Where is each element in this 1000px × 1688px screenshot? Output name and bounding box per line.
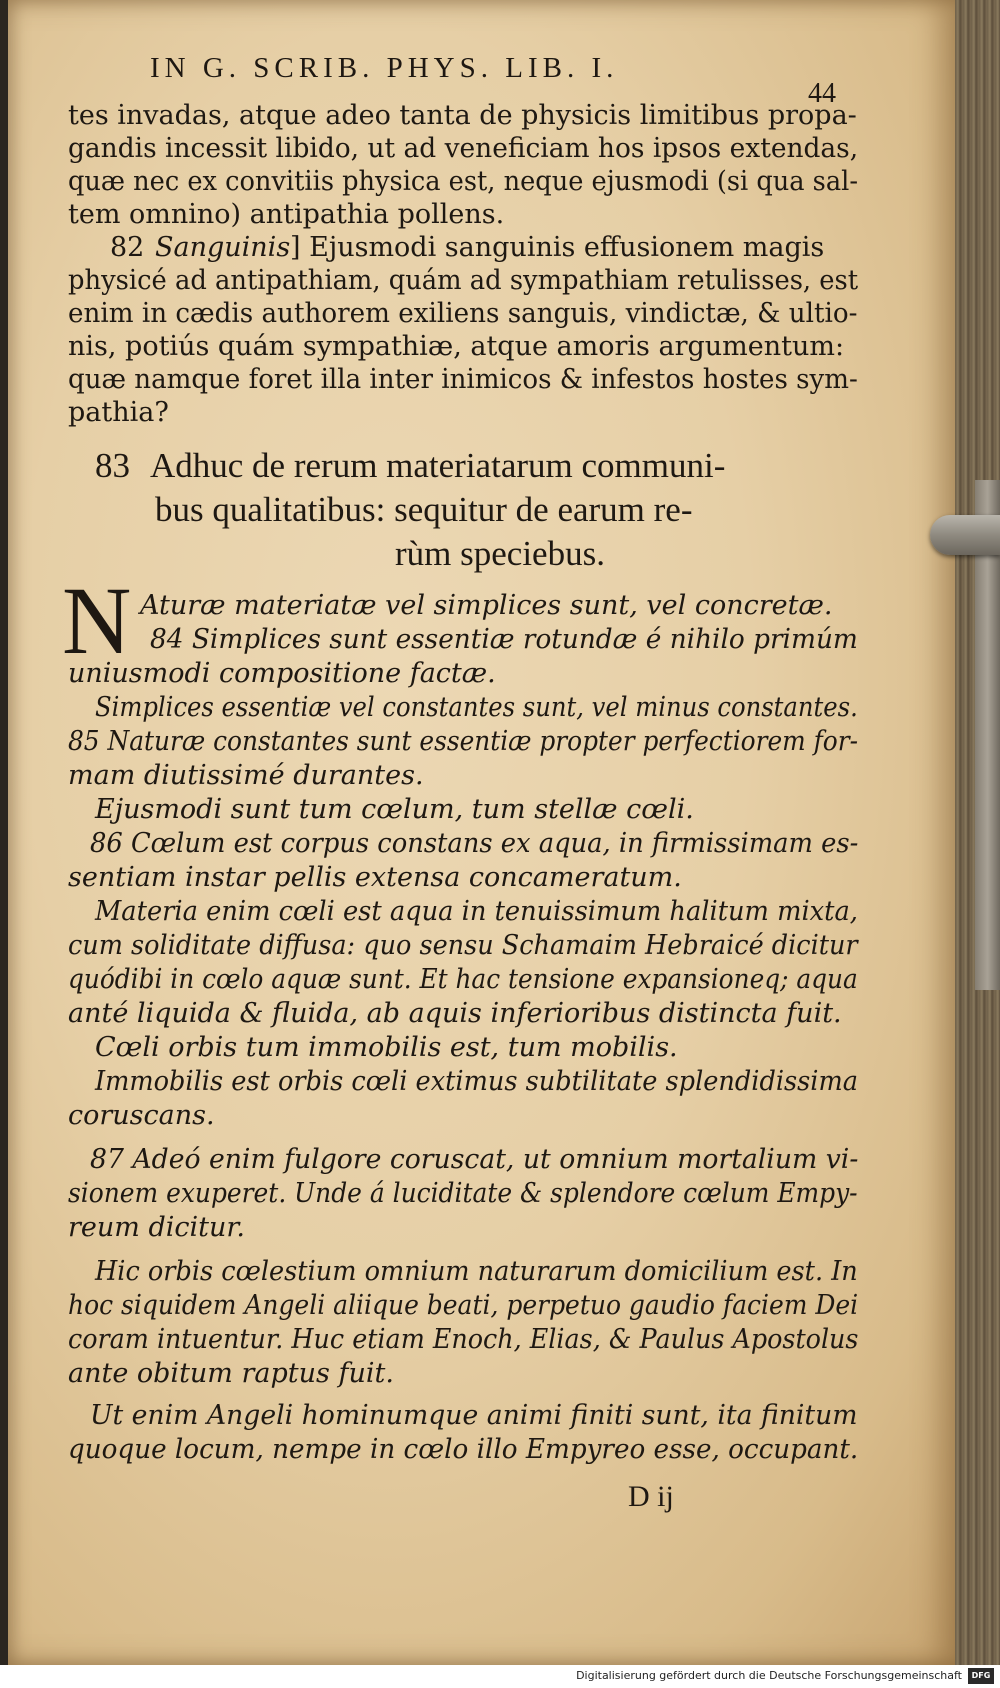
page-number: 44: [808, 78, 836, 109]
text-line: 84 Simplices sunt essentiæ rotundæ é nihilo primúm: [150, 624, 858, 655]
section-heading-line: Adhuc de rerum materiatarum communi-: [150, 446, 726, 485]
text-line: quódibi in cœlo aquæ sunt. Et hac tensione expansioneq; aqua: [68, 964, 858, 995]
text-line: Aturæ materiatæ vel simplices sunt, vel concretæ.: [140, 590, 833, 621]
text-line: gandis incessit libido, ut ad veneficiam hos ipsos extendas,: [68, 133, 859, 164]
text-line: tes invadas, atque adeo tanta de physicis limitibus propa-: [68, 100, 857, 131]
text-line: physicé ad antipathiam, quám ad sympathiam retulisses, est: [68, 265, 859, 296]
text-line: Immobilis est orbis cœli extimus subtilitate splendidissima: [95, 1066, 858, 1097]
text-line: sentiam instar pellis extensa concameratum.: [68, 862, 682, 893]
text-line: Materia enim cœli est aqua in tenuissimum halitum mixta,: [95, 896, 858, 927]
section-heading-line: bus qualitatibus: sequitur de earum re-: [155, 490, 693, 529]
text-line: quæ namque foret illa inter inimicos & infestos hostes sym-: [68, 364, 858, 395]
text-line: enim in cædis authorem exiliens sanguis, vindictæ, & ultio-: [68, 298, 858, 329]
text-line: coram intuentur. Huc etiam Enoch, Elias, & Paulus Apostolus: [68, 1324, 859, 1355]
text-line: ] Ejusmodi sanguinis effusionem magis: [290, 232, 825, 263]
text-line: 86 Cœlum est corpus constans ex aqua, in firmissimam es-: [90, 828, 859, 859]
section-heading-line: rùm speciebus.: [395, 534, 605, 573]
clasp-band: [975, 480, 1000, 990]
book-clasp: [930, 515, 1000, 555]
digitization-credit: Digitalisierung gefördert durch die Deutsche Forschungsgemeinschaft: [576, 1669, 962, 1682]
note-lemma: Sanguinis: [155, 232, 291, 263]
text-line: Simplices essentiæ vel constantes sunt, vel minus constantes.: [95, 692, 858, 723]
running-header: IN G. SCRIB. PHYS. LIB. I.: [150, 52, 619, 84]
text-line: ante obitum raptus fuit.: [68, 1358, 394, 1389]
text-line: Cœli orbis tum immobilis est, tum mobilis.: [95, 1032, 678, 1063]
text-line: nis, potiús quám sympathiæ, atque amoris argumentum:: [68, 331, 845, 362]
dfg-logo: DFG: [968, 1668, 994, 1684]
note-number: 82: [110, 232, 145, 263]
text-line: hoc siquidem Angeli aliique beati, perpetuo gaudio faciem Dei: [68, 1290, 859, 1321]
text-line: cum soliditate diffusa: quo sensu Schamaim Hebraicé dicitur: [68, 930, 858, 961]
text-line: mam diutissimé durantes.: [68, 760, 424, 791]
text-line: coruscans.: [68, 1100, 215, 1131]
text-line: tem omnino) antipathia pollens.: [68, 199, 505, 230]
text-line: pathia?: [68, 397, 169, 428]
text-line: Ejusmodi sunt tum cœlum, tum stellæ cœli.: [95, 794, 694, 825]
text-line: reum dicitur.: [68, 1212, 245, 1243]
text-line: Hic orbis cœlestium omnium naturarum domicilium est. In: [95, 1256, 858, 1287]
signature-mark: D ij: [628, 1480, 674, 1513]
text-line: anté liquida & fluida, ab aquis inferioribus distincta fuit.: [68, 998, 842, 1029]
text-line: 85 Naturæ constantes sunt essentiæ propter perfectiorem for-: [68, 726, 858, 757]
text-line: 87 Adeó enim fulgore coruscat, ut omnium mortalium vi-: [90, 1144, 859, 1175]
text-line: quæ nec ex convitiis physica est, neque ejusmodi (si qua sal-: [68, 166, 858, 197]
text-line: Ut enim Angeli hominumque animi finiti sunt, ita finitum: [90, 1400, 858, 1431]
section-number: 83: [95, 446, 130, 485]
text-line: uniusmodi compositione factæ.: [68, 658, 496, 689]
text-line: quoque locum, nempe in cœlo illo Empyreo esse, occupant.: [68, 1434, 859, 1465]
text-line: sionem exuperet. Unde á luciditate & splendore cœlum Empy-: [68, 1178, 858, 1209]
drop-cap: N: [62, 567, 132, 674]
